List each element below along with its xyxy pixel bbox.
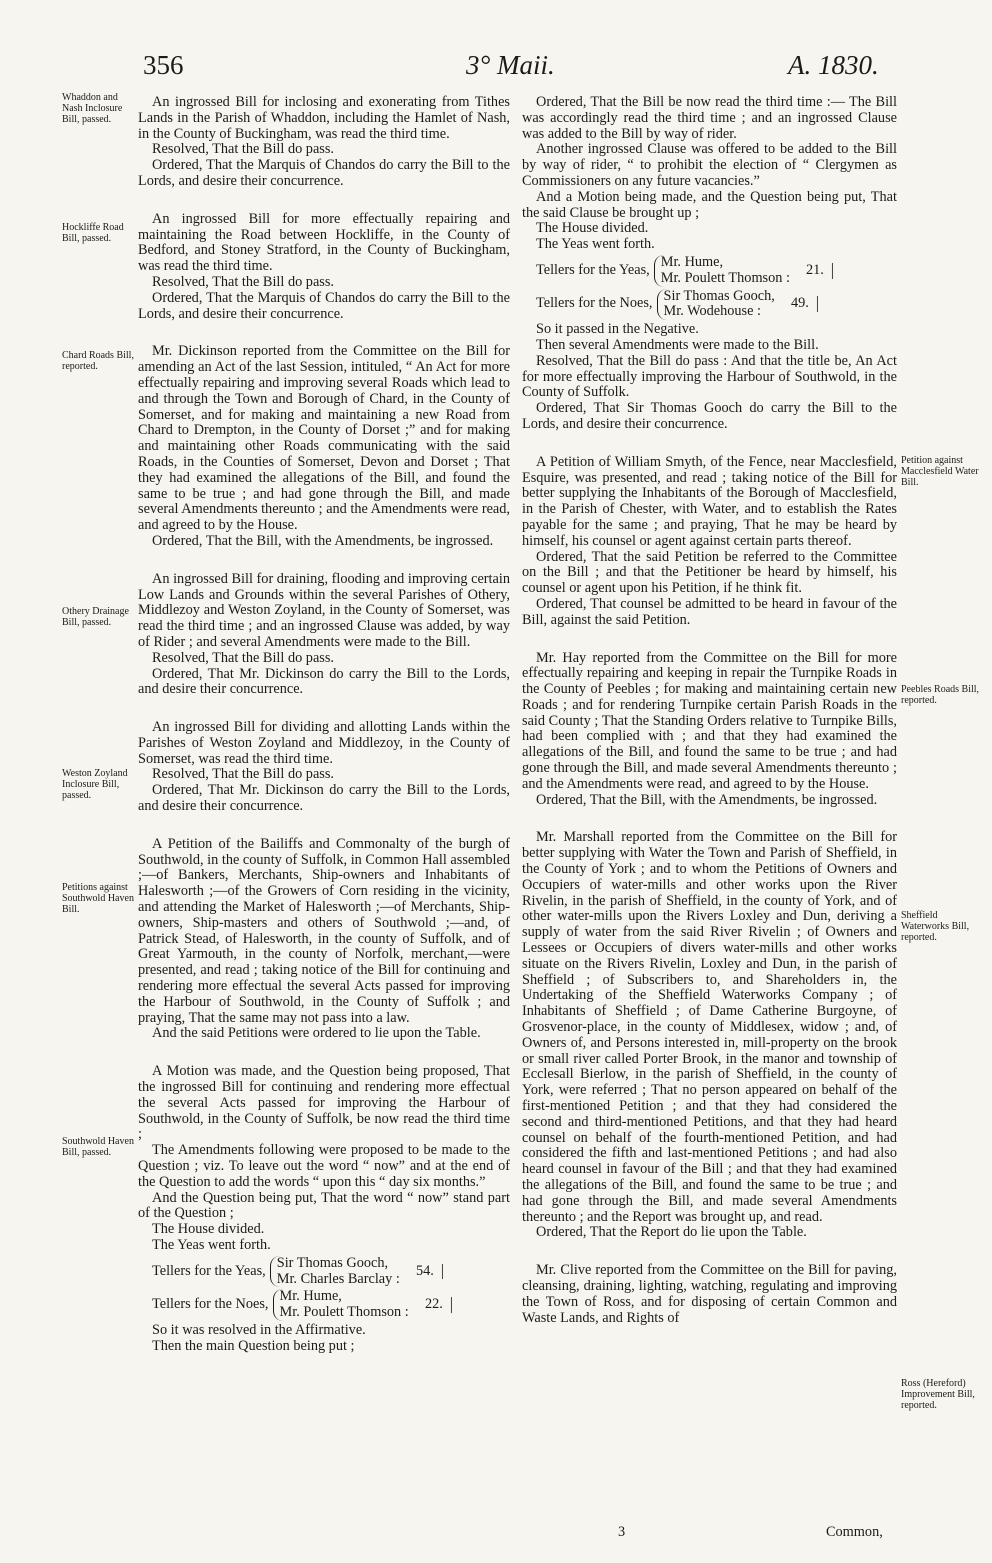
paragraph: Ordered, That Sir Thomas Gooch do carry the Bill to the Lords, and desire their concurrence. xyxy=(522,400,897,432)
page-date: 3° Maii. xyxy=(466,50,555,80)
signature-mark: 3 xyxy=(618,1524,626,1540)
margin-note: Petition against Macclesfield Water Bill. xyxy=(901,455,979,489)
entry-whaddon xyxy=(138,95,510,190)
entry-sheffield xyxy=(522,830,897,1241)
paragraph: Mr. Hay reported from the Committee on the Bill for more effectually repairing and keeping in repair the Turnpike Roads in the County of Peebles ; for making and maintaining certain new Roads ; and for rendering Turnpike certain Parish Roads in the said County ; That the Standing Orders relative to Turnpike Bills, had been complied with ; and that they had examined the allegations of the Bill, and found the same to be true ; and had gone through the Bill, and made several Amendments thereunto ; and the Amendments were read, and agreed to by the House. xyxy=(522,649,897,792)
paragraph: The House divided. xyxy=(152,1221,265,1238)
tellers-noes xyxy=(152,1289,510,1321)
paragraph: An ingrossed Bill for draining, flooding and improving certain Low Lands and Grounds within the several Parishes of Othery, Middlezoy and Weston Zoyland, in the County of Somerset, was read the third time ; and an ingrossed Clause was added, by way of Rider ; and several Amendments were made to the Bill. xyxy=(138,570,510,650)
paragraph: Resolved, That the Bill do pass. xyxy=(152,273,335,290)
paragraph: Resolved, That the Bill do pass. xyxy=(152,649,335,666)
entry-southwold-continued xyxy=(522,95,897,433)
teller-name: Mr. Wodehouse : xyxy=(663,303,761,320)
teller-name: Mr. Hume, xyxy=(660,253,724,270)
page-year: A. 1830. xyxy=(788,50,879,80)
teller-name: Sir Thomas Gooch, xyxy=(276,1254,389,1271)
teller-name: Mr. Hume, xyxy=(279,1288,342,1305)
page-number: 356 xyxy=(143,50,184,80)
tellers-label: Tellers for the Yeas, xyxy=(152,1262,266,1279)
entry-weston xyxy=(138,720,510,815)
paragraph: And the Question being put, That the word “ now” stand part of the Question ; xyxy=(138,1189,510,1222)
teller-name: Sir Thomas Gooch, xyxy=(663,287,775,304)
paragraph: The Amendments following were proposed to be made to the Question ; viz. To leave out the word “ now” and at the end of the Question to add the words “ upon this “ day six months.” xyxy=(138,1142,510,1190)
margin-note: Peebles Roads Bill, reported. xyxy=(901,684,980,707)
paragraph: An ingrossed Bill for more effectually repairing and maintaining the Road between Hockliffe, in the County of Bedford, and Stoney Stratford, in the County of Buckingham, was read the third time. xyxy=(138,210,510,275)
teller-name: Mr. Poulett Thomson : xyxy=(660,269,790,286)
paragraph: Mr. Marshall reported from the Committee on the Bill for better supplying with Water the Town and Parish of Sheffield, in the County of York ; and to whom the Petitions of Owners and Occupiers of water-mills and other works upon the River Rivelin, in the parish of Sheffield, in the county of York, and of other water-mills upon the Rivers Loxley and Dun, deriving a supply of water from the said River Rivelin ; of Owners and Lessees or Occupiers of divers water-mills and other works situate on the Rivers Rivelin, Loxley and Dun, in the parish of Sheffield ; of Subscribers to, and Shareholders in, the Undertaking of the Sheffield Waterworks Company ; of Inhabitants of Sheffield ; of Dame Catherine Burgoyne, of Grosvenor-place, in the county of Middlesex, widow ; and, of Owners of, and Persons interested in, mill-property on the brook or small river called Porter Brook, in the manor and township of Ecclesall Bierlow, in the parish of Sheffield, in the county of York, were referred ; That no person appeared on behalf of the first-mentioned Petition ; and that they had considered the second and third-mentioned Petitions, and that they had heard counsel on behalf of the fourth-mentioned Petition, and had considered the fifth and last-mentioned Petitions ; and had also heard counsel in favour of the Bill ; and that they had examined the allegations of the Bill, and found the same to be true ; and had gone through the Bill, and made several Amendments thereunto ; and the Report was brought up, and read. xyxy=(522,829,897,1225)
paragraph: So it passed in the Negative. xyxy=(536,321,699,338)
tellers-names xyxy=(270,1256,406,1288)
paragraph: Ordered, That the Bill, with the Amendments, be ingrossed. xyxy=(152,532,494,549)
margin-note: Hockliffe Road Bill, passed. xyxy=(62,222,124,245)
paragraph: Another ingrossed Clause was offered to be added to the Bill by way of rider, “ to prohibit the election of “ Clergymen as Commissioners on any future vacancies.” xyxy=(522,141,897,189)
left-column xyxy=(138,95,510,1377)
paragraph: Ordered, That the said Petition be referred to the Committee on the Bill ; and that the Petitioner be heard by himself, his counsel or agent upon his Petition, if he think fit. xyxy=(522,548,897,597)
paragraph: So it was resolved in the Affirmative. xyxy=(152,1321,366,1338)
paragraph: Ordered, That the Bill, with the Amendments, be ingrossed. xyxy=(536,791,878,808)
paragraph: And a Motion being made, and the Question being put, That the said Clause be brought up ; xyxy=(522,188,897,221)
entry-hockliffe xyxy=(138,212,510,323)
margin-note: Othery Drainage Bill, passed. xyxy=(62,606,129,629)
tellers-yeas xyxy=(152,1256,510,1288)
tellers-yeas xyxy=(536,255,897,287)
paragraph: The House divided. xyxy=(536,220,649,237)
tellers-label: Tellers for the Noes, xyxy=(536,295,653,312)
paragraph: Then the main Question being put ; xyxy=(152,1337,355,1354)
tellers-label: Tellers for the Yeas, xyxy=(536,261,650,278)
paragraph: The Yeas went forth. xyxy=(536,236,655,253)
tellers-count: 22. xyxy=(425,1297,452,1313)
tellers-names xyxy=(273,1289,415,1321)
paragraph: Ordered, That Mr. Dickinson do carry the Bill to the Lords, and desire their concurrence. xyxy=(138,665,510,698)
paragraph: A Petition of William Smyth, of the Fence, near Macclesfield, Esquire, was presented, and read ; taking notice of the Bill for better supplying the Inhabitants of the Borough of Macclesfield, in the Parish of Chester, with Water, and to establish the Rates payable for the same ; and praying, That he may be heard by himself, his counsel or agent against certain parts thereof. xyxy=(522,453,897,549)
paragraph: A Motion was made, and the Question being proposed, That the ingrossed Bill for continuing and rendering more effectual the several Acts passed for improving the Harbour of Southwold, in the County of Suffolk, be now read the third time ; xyxy=(138,1063,510,1143)
tellers-names xyxy=(657,289,781,321)
entry-peebles xyxy=(522,651,897,809)
entry-macclesfield xyxy=(522,455,897,629)
margin-note: Chard Roads Bill, reported. xyxy=(62,350,134,373)
entry-petitions xyxy=(138,837,510,1042)
tellers-count: 54. xyxy=(416,1264,443,1280)
entry-ross xyxy=(522,1263,897,1326)
tellers-noes xyxy=(536,289,897,321)
paragraph: And the said Petitions were ordered to lie upon the Table. xyxy=(152,1025,481,1042)
paragraph: Mr. Dickinson reported from the Committee on the Bill for amending an Act of the last Session, intituled, “ An Act for more effectually repairing and improving several Roads which lead to and through the Town and Borough of Chard, in the County of Somerset, and for making and maintaining a new Road from Chard to Drempton, in the County of Dorset ;” and for making and maintaining other Roads communicating with the said Roads, in the Counties of Somerset, Devon and Dorset ; That they had examined the allegations of the Bill, and found the same to be true ; and had gone through the Bill, and made several Amendments thereunto ; and the Amendments were read, and agreed to by the House. xyxy=(138,343,510,534)
tellers-label: Tellers for the Noes, xyxy=(152,1296,269,1313)
paragraph: An ingrossed Bill for dividing and allotting Lands within the Parishes of Weston Zoyland and Middlezoy, in the County of Somerset, was read the third time. xyxy=(138,719,510,767)
paragraph: Resolved, That the Bill do pass : And that the title be, An Act for more effectually improving the Harbour of Southwold, in the County of Suffolk. xyxy=(522,352,897,401)
entry-chard xyxy=(138,344,510,549)
right-column xyxy=(522,95,897,1340)
tellers-count: 21. xyxy=(806,263,833,279)
paragraph: Ordered, That Mr. Dickinson do carry the Bill to the Lords, and desire their concurrence. xyxy=(138,782,510,815)
page-header xyxy=(0,50,992,90)
margin-note: Whaddon and Nash Inclosure Bill, passed. xyxy=(62,92,123,126)
paragraph: Then several Amendments were made to the Bill. xyxy=(536,336,819,353)
paragraph: Ordered, That the Bill be now read the third time :— The Bill was accordingly read the third time ; and an ingrossed Clause was added to the Bill by way of rider. xyxy=(522,94,897,142)
paragraph: The Yeas went forth. xyxy=(152,1237,271,1253)
entry-othery xyxy=(138,572,510,698)
margin-note: Ross (Hereford) Improvement Bill, reported. xyxy=(901,1378,975,1412)
teller-name: Mr. Poulett Thomson : xyxy=(279,1304,409,1321)
paragraph: Ordered, That the Marquis of Chandos do carry the Bill to the Lords, and desire their concurrence. xyxy=(138,289,510,322)
paragraph: An ingrossed Bill for inclosing and exonerating from Tithes Lands in the Parish of Whaddon, including the Hamlet of Nash, in the County of Buckingham, was read the third time. xyxy=(138,94,510,142)
tellers-names xyxy=(654,255,796,287)
paragraph: Mr. Clive reported from the Committee on the Bill for paving, cleansing, draining, lighting, watching, regulating and improving the Town of Ross, and for disposing of certain Common and Waste Lands, and Rights of xyxy=(522,1262,897,1326)
margin-note: Southwold Haven Bill, passed. xyxy=(62,1136,134,1159)
margin-note: Weston Zoyland Inclosure Bill, passed. xyxy=(62,768,128,802)
catchword: Common, xyxy=(826,1524,883,1540)
paragraph: A Petition of the Bailiffs and Commonalty of the burgh of Southwold, in the county of Suffolk, in Common Hall assembled ;—of Bankers, Merchants, Ship-owners and Inhabitants of Halesworth ;—of the Growers of Corn residing in the vicinity, and attending the Market of Halesworth ;—of Merchants, Ship-owners, Ship-masters and others of Southwold ;—and, of Patrick Stead, of Halesworth, in the county of Suffolk, and of Great Yarmouth, in the county of Norfolk, merchant,—were presented, and read ; taking notice of the Bill for continuing and rendering more effectual the several Acts passed for improving the Harbour of Southwold, in the County of Suffolk ; and praying, That the same may not pass into a law. xyxy=(138,835,510,1026)
paragraph: Ordered, That the Marquis of Chandos do carry the Bill to the Lords, and desire their concurrence. xyxy=(138,157,510,189)
paragraph: Ordered, That the Report do lie upon the Table. xyxy=(536,1224,807,1241)
margin-note: Petitions against Southwold Haven Bill. xyxy=(62,882,134,916)
margin-note: Sheffield Waterworks Bill, reported. xyxy=(901,910,970,944)
paragraph: Resolved, That the Bill do pass. xyxy=(152,766,335,783)
tellers-count: 49. xyxy=(791,296,818,312)
entry-southwold xyxy=(138,1064,510,1354)
paragraph: Resolved, That the Bill do pass. xyxy=(152,141,335,158)
paragraph: Ordered, That counsel be admitted to be heard in favour of the Bill, against the said Petition. xyxy=(522,595,897,628)
teller-name: Mr. Charles Barclay : xyxy=(276,1270,400,1287)
